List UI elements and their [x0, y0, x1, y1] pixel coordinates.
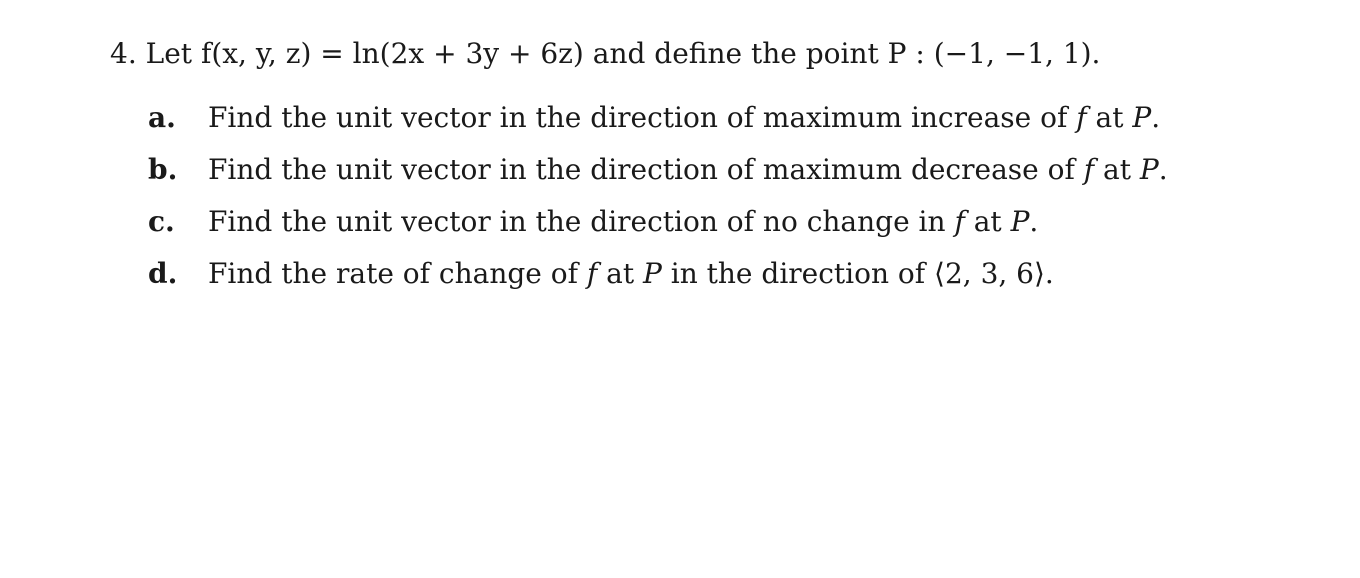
part-c	[148, 202, 1038, 242]
point-var: P	[1010, 205, 1030, 238]
function-var: f	[586, 257, 598, 290]
part-text-before: Find the unit vector in the direction of maximum increase of	[208, 101, 1077, 134]
part-label: b.	[148, 153, 178, 186]
part-text-end: .	[1158, 153, 1168, 186]
part-text	[208, 98, 1160, 138]
part-label: c.	[148, 205, 175, 238]
part-text	[208, 202, 1038, 242]
part-text	[208, 150, 1168, 190]
part-text-before: Find the rate of change of	[208, 257, 587, 290]
function-var: f	[1083, 153, 1095, 186]
point-var: P	[1139, 153, 1159, 186]
function-var: f	[954, 205, 965, 238]
problem-statement	[110, 34, 1100, 74]
point-var: P	[643, 257, 662, 290]
part-text-end: in the direction of ⟨2, 3, 6⟩.	[661, 257, 1054, 290]
problem-connector: and define the point	[592, 37, 879, 70]
problem-number: 4.	[110, 37, 137, 70]
function-definition: f(x, y, z) = ln(2x + 3y + 6z)	[200, 37, 584, 70]
part-text-mid: at	[597, 257, 643, 290]
part-label: a.	[148, 101, 176, 134]
part-text-mid: at	[1086, 101, 1133, 134]
part-a	[148, 98, 1160, 138]
point-definition: P : (−1, −1, 1).	[887, 37, 1101, 70]
part-label: d.	[148, 257, 178, 290]
function-var: f	[1076, 101, 1087, 134]
part-text-end: .	[1151, 101, 1161, 134]
problem-intro: Let	[145, 37, 193, 70]
part-text	[208, 254, 1054, 294]
part-text-mid: at	[964, 205, 1011, 238]
part-text-end: .	[1029, 205, 1039, 238]
part-text-mid: at	[1094, 153, 1140, 186]
part-d	[148, 254, 1054, 294]
part-text-before: Find the unit vector in the direction of no change in	[208, 205, 955, 238]
part-text-before: Find the unit vector in the direction of maximum decrease of	[208, 153, 1084, 186]
part-b	[148, 150, 1168, 190]
point-var: P	[1132, 101, 1152, 134]
